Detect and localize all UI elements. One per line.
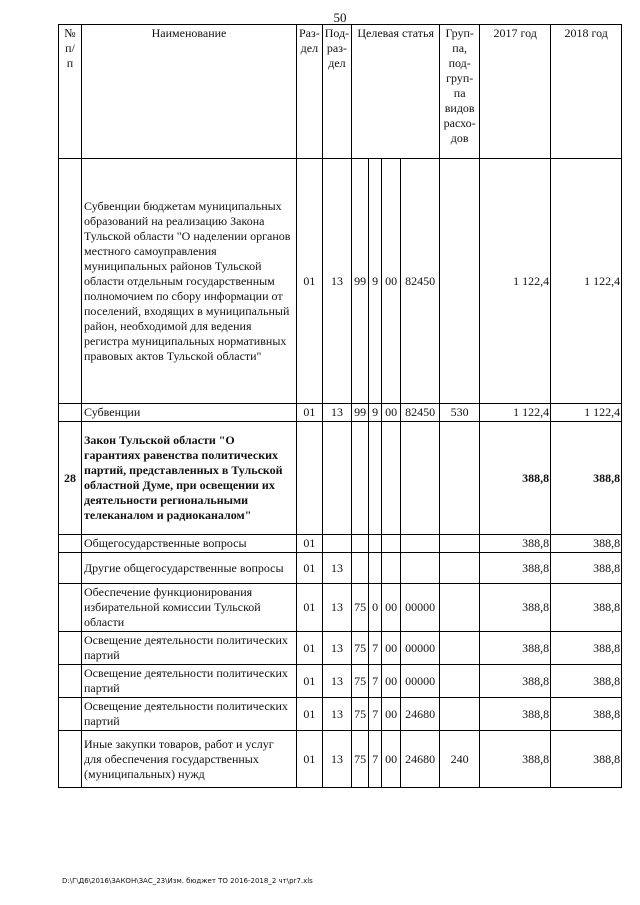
row-amount-2018: 388,8 [551, 665, 622, 698]
row-razdel: 01 [297, 698, 323, 731]
row-target-subprogram: 7 [369, 731, 382, 788]
row-target-direction [401, 422, 440, 535]
table-header-row [59, 25, 622, 159]
row-target-program [352, 535, 369, 553]
row-number [59, 404, 82, 422]
row-podrazdel: 13 [322, 698, 351, 731]
row-target-main-event: 00 [382, 159, 401, 404]
row-target-program: 75 [352, 665, 369, 698]
table-row [59, 422, 622, 535]
row-target-program [352, 553, 369, 584]
row-name: Освещение деятельности политических партий [82, 698, 297, 731]
row-target-main-event: 00 [382, 731, 401, 788]
row-amount-2018: 388,8 [551, 553, 622, 584]
row-razdel: 01 [297, 731, 323, 788]
row-target-subprogram: 9 [369, 159, 382, 404]
row-target-direction [401, 535, 440, 553]
row-amount-2017: 388,8 [480, 553, 551, 584]
row-target-subprogram: 7 [369, 698, 382, 731]
row-podrazdel: 13 [322, 159, 351, 404]
row-podrazdel: 13 [322, 584, 351, 632]
row-amount-2018: 388,8 [551, 632, 622, 665]
row-number [59, 159, 82, 404]
row-target-main-event [382, 535, 401, 553]
row-target-program: 75 [352, 632, 369, 665]
row-amount-2017: 388,8 [480, 422, 551, 535]
row-target-direction: 82450 [401, 404, 440, 422]
row-name: Субвенции бюджетам муниципальных образований на реализацию Закона Тульской области "О наделении органов местного самоуправления муниципальных районов Тульской области отдельным государственным полномочием по сбору информации от поселений, входящих в муниципальный район, необходимой для ведения регистра муниципальных нормативных правовых актов Тульской области" [82, 159, 297, 404]
row-amount-2017: 388,8 [480, 632, 551, 665]
row-target-direction: 00000 [401, 584, 440, 632]
row-target-subprogram [369, 535, 382, 553]
row-expense-group [440, 632, 480, 665]
row-amount-2018: 1 122,4 [551, 404, 622, 422]
row-target-direction: 82450 [401, 159, 440, 404]
row-podrazdel: 13 [322, 404, 351, 422]
row-target-subprogram: 0 [369, 584, 382, 632]
table-row [59, 731, 622, 788]
header-2017: 2017 год [480, 25, 551, 159]
header-2018: 2018 год [551, 25, 622, 159]
row-number [59, 632, 82, 665]
row-number [59, 553, 82, 584]
row-target-direction: 00000 [401, 632, 440, 665]
row-number [59, 584, 82, 632]
row-amount-2017: 1 122,4 [480, 159, 551, 404]
header-podrazdel: Под- раз- дел [322, 25, 351, 159]
page-number: 50 [333, 10, 347, 25]
row-amount-2017: 388,8 [480, 698, 551, 731]
row-target-subprogram [369, 553, 382, 584]
row-amount-2018: 388,8 [551, 584, 622, 632]
header-name: Наименование [82, 25, 297, 159]
row-razdel: 01 [297, 535, 323, 553]
row-target-program: 99 [352, 159, 369, 404]
row-target-subprogram [369, 422, 382, 535]
row-expense-group [440, 535, 480, 553]
row-expense-group [440, 553, 480, 584]
row-target-main-event: 00 [382, 698, 401, 731]
row-name: Обеспечение функционирования избирательной комиссии Тульской области [82, 584, 297, 632]
table-row [59, 584, 622, 632]
row-name: Другие общегосударственные вопросы [82, 553, 297, 584]
row-name: Освещение деятельности политических партий [82, 632, 297, 665]
row-podrazdel: 13 [322, 553, 351, 584]
row-expense-group: 240 [440, 731, 480, 788]
row-amount-2018: 388,8 [551, 698, 622, 731]
row-razdel: 01 [297, 159, 323, 404]
table-row [59, 698, 622, 731]
row-amount-2017: 388,8 [480, 535, 551, 553]
row-name: Общегосударственные вопросы [82, 535, 297, 553]
row-expense-group [440, 422, 480, 535]
table-row [59, 665, 622, 698]
row-name: Закон Тульской области "О гарантиях равенства политических партий, представленных в Тульской областной Думе, при освещении их деятельности региональными телеканалом и радиоканалом" [82, 422, 297, 535]
row-target-direction [401, 553, 440, 584]
budget-table [58, 24, 622, 788]
row-number [59, 665, 82, 698]
row-target-subprogram: 7 [369, 665, 382, 698]
row-name: Иные закупки товаров, работ и услуг для обеспечения государственных (муниципальных) нужд [82, 731, 297, 788]
row-target-main-event: 00 [382, 665, 401, 698]
row-podrazdel [322, 422, 351, 535]
header-num: № п/ п [59, 25, 82, 159]
header-razdel: Раз- дел [297, 25, 323, 159]
row-target-direction: 00000 [401, 665, 440, 698]
row-amount-2017: 388,8 [480, 665, 551, 698]
row-target-program: 99 [352, 404, 369, 422]
row-number: 28 [59, 422, 82, 535]
row-amount-2018: 388,8 [551, 731, 622, 788]
row-expense-group [440, 159, 480, 404]
row-podrazdel [322, 535, 351, 553]
table-row [59, 632, 622, 665]
table-row [59, 535, 622, 553]
row-number [59, 731, 82, 788]
row-target-direction: 24680 [401, 698, 440, 731]
row-razdel: 01 [297, 404, 323, 422]
table-row [59, 404, 622, 422]
row-amount-2018: 388,8 [551, 422, 622, 535]
row-target-direction: 24680 [401, 731, 440, 788]
row-expense-group [440, 698, 480, 731]
row-razdel: 01 [297, 665, 323, 698]
row-number [59, 698, 82, 731]
header-target: Целевая статья [352, 25, 440, 159]
row-podrazdel: 13 [322, 665, 351, 698]
row-name: Освещение деятельности политических партий [82, 665, 297, 698]
row-target-program: 75 [352, 698, 369, 731]
row-target-main-event [382, 553, 401, 584]
row-target-main-event: 00 [382, 404, 401, 422]
row-target-main-event [382, 422, 401, 535]
row-name: Субвенции [82, 404, 297, 422]
row-target-program: 75 [352, 584, 369, 632]
file-path-footer: D:\Г\Д6\2016\ЗАКОН\ЗАС_23\Изм. бюджет ТО 2016-2018_2 чт\pr7.xls [62, 877, 313, 885]
row-amount-2017: 1 122,4 [480, 404, 551, 422]
row-expense-group [440, 665, 480, 698]
row-razdel [297, 422, 323, 535]
row-target-program: 75 [352, 731, 369, 788]
row-expense-group: 530 [440, 404, 480, 422]
header-group: Груп- па, под- груп- па видов расхо- дов [440, 25, 480, 159]
row-podrazdel: 13 [322, 632, 351, 665]
row-razdel: 01 [297, 632, 323, 665]
row-target-subprogram: 9 [369, 404, 382, 422]
row-podrazdel: 13 [322, 731, 351, 788]
row-target-subprogram: 7 [369, 632, 382, 665]
row-number [59, 535, 82, 553]
row-target-main-event: 00 [382, 584, 401, 632]
row-expense-group [440, 584, 480, 632]
table-row [59, 159, 622, 404]
row-target-program [352, 422, 369, 535]
row-amount-2017: 388,8 [480, 731, 551, 788]
row-amount-2018: 1 122,4 [551, 159, 622, 404]
row-target-main-event: 00 [382, 632, 401, 665]
table-row [59, 553, 622, 584]
row-razdel: 01 [297, 584, 323, 632]
row-amount-2017: 388,8 [480, 584, 551, 632]
row-razdel: 01 [297, 553, 323, 584]
row-amount-2018: 388,8 [551, 535, 622, 553]
